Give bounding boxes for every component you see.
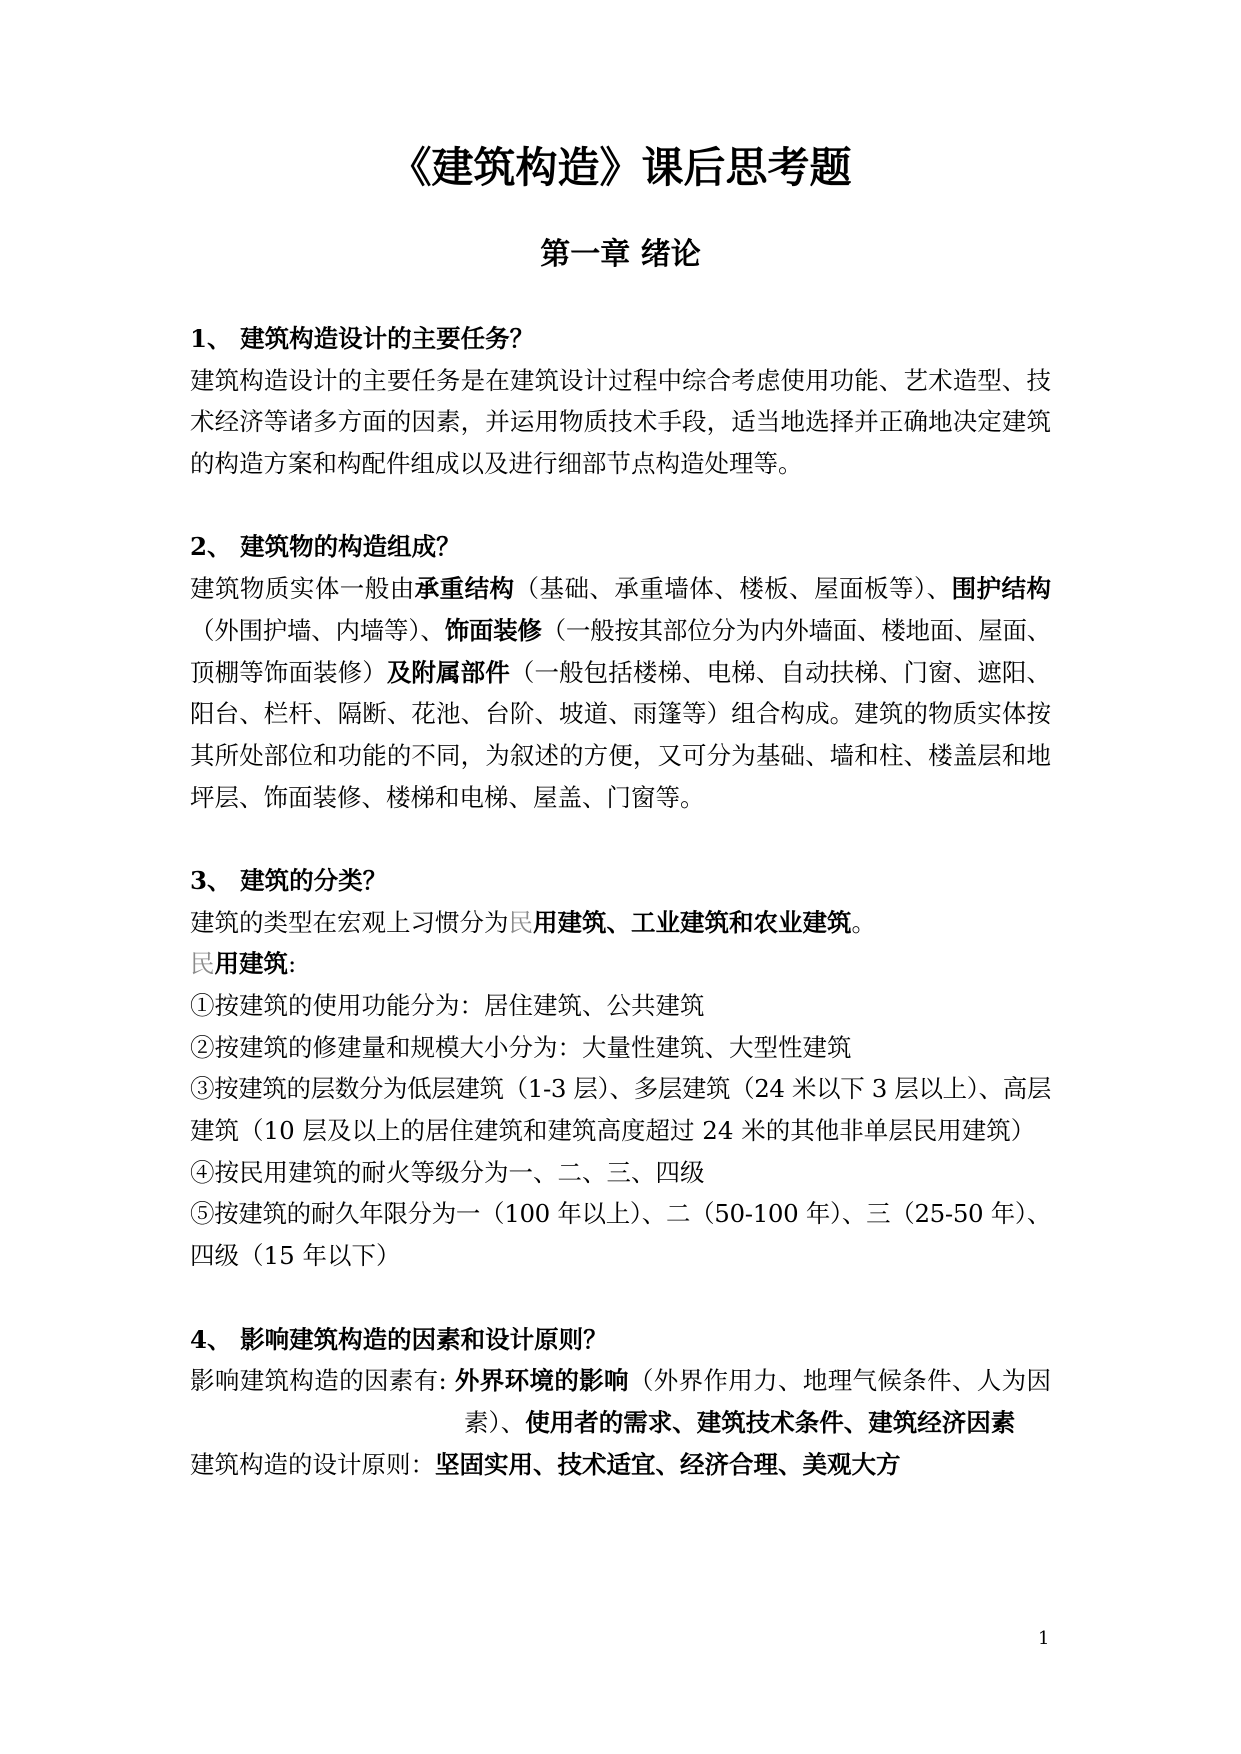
answer-text: 阳台、栏杆、隔断、花池、台阶、坡道、雨篷等）组合构成。建筑的物质实体按 (190, 699, 1051, 729)
classification-item (190, 1193, 1051, 1235)
document-title: 《建筑构造》课后思考题 (389, 143, 852, 192)
subheading-line (190, 943, 1051, 985)
answer-text: （一般包括楼梯、电梯、自动扶梯、门窗、遮阳、 (509, 657, 1051, 687)
chapter-heading: 第一章 绪论 (540, 237, 701, 272)
page-number: 1 (1038, 1628, 1050, 1649)
answer-text: 。 (851, 907, 876, 937)
question-3 (190, 860, 1051, 1277)
answer-line (190, 360, 1051, 402)
answer-text: ⑤按建筑的耐久年限分为一（100 年以上）、二（50-100 年）、三（25-50 年）、 (190, 1199, 1051, 1229)
classification-item (190, 985, 1051, 1027)
classification-item (190, 1068, 1051, 1110)
answer-text: ④按民用建筑的耐火等级分为一、二、三、四级 (190, 1157, 705, 1187)
classification-item (190, 1027, 1051, 1069)
answer-text: 建筑物质实体一般由 (190, 574, 415, 604)
answer-text: 影响建筑构造的因素有: (190, 1366, 455, 1396)
key-term: 饰面装修 (444, 615, 542, 645)
answer-text: 的构造方案和构配件组成以及进行细部节点构造处理等。 (190, 449, 803, 479)
answer-line (190, 693, 1051, 735)
answer-line (190, 777, 1051, 819)
classification-item-continued (190, 1235, 1051, 1277)
faded-character: 民 (190, 949, 215, 979)
answer-text: （外围护墙、内墙等）、 (190, 615, 445, 645)
answer-text: （基础、承重墙体、楼板、屋面板等）、 (514, 574, 952, 604)
question-2 (190, 526, 1051, 818)
key-term: 围护结构 (951, 574, 1051, 604)
question-heading: 1、 建筑构造设计的主要任务？ (190, 324, 535, 353)
answer-line (190, 568, 1051, 610)
answer-text: （一般按其部位分为内外墙面、楼地面、屋面、 (541, 615, 1051, 645)
question-heading: 3、 建筑的分类？ (190, 865, 388, 895)
answer-text: （外界作用力、地理气候条件、人为因 (628, 1366, 1051, 1396)
answer-line-continued (190, 1402, 1051, 1444)
answer-text: 建筑构造的设计原则： (190, 1449, 435, 1479)
key-term: 承重结构 (414, 574, 515, 604)
faded-character: 民 (508, 907, 533, 937)
answer-line (190, 652, 1051, 694)
answer-line (190, 1444, 1051, 1486)
key-term: 用建筑 (214, 949, 288, 979)
classification-item (190, 1152, 1051, 1194)
classification-item-continued (190, 1110, 1051, 1152)
answer-text: 建筑（10 层及以上的居住建筑和建筑高度超过 24 米的其他非单层民用建筑） (190, 1116, 1036, 1146)
answer-text: 四级（15 年以下） (190, 1241, 401, 1271)
question-1 (190, 318, 1051, 485)
answer-text: 建筑的类型在宏观上习惯分为 (190, 907, 509, 937)
key-term: 坚固实用、技术适宜、经济合理、美观大方 (435, 1449, 901, 1479)
answer-text: 其所处部位和功能的不同，为叙述的方便，又可分为基础、墙和柱、楼盖层和地 (190, 740, 1051, 770)
question-4 (190, 1319, 1051, 1486)
question-list (190, 318, 1051, 1485)
key-term: 使用者的需求、建筑技术条件、建筑经济因素 (525, 1407, 1016, 1437)
key-term: 用建筑、工业建筑和农业建筑 (533, 907, 852, 937)
answer-text: 建筑构造设计的主要任务是在建筑设计过程中综合考虑使用功能、艺术造型、技 (190, 365, 1051, 395)
answer-text: 坪层、饰面装修、楼梯和电梯、屋盖、门窗等。 (190, 782, 705, 812)
answer-text: : (288, 949, 297, 979)
answer-line (190, 735, 1051, 777)
answer-line (190, 401, 1051, 443)
answer-text: 顶棚等饰面装修） (190, 657, 387, 687)
question-heading: 2、 建筑物的构造组成？ (190, 532, 461, 562)
answer-text: ②按建筑的修建量和规模大小分为：大量性建筑、大型性建筑 (190, 1032, 852, 1062)
answer-line (190, 443, 1051, 485)
answer-text: 素）、 (464, 1407, 526, 1437)
question-heading: 4、 影响建筑构造的因素和设计原则？ (190, 1324, 608, 1354)
answer-line (190, 610, 1051, 652)
key-term: 及附属部件 (386, 657, 510, 687)
answer-text: 术经济等诸多方面的因素，并运用物质技术手段，适当地选择并正确地决定建筑 (190, 407, 1051, 437)
answer-text: ③按建筑的层数分为低层建筑（1-3 层）、多层建筑（24 米以下 3 层以上）、高层 (190, 1074, 1051, 1104)
answer-text: ①按建筑的使用功能分为：居住建筑、公共建筑 (190, 991, 705, 1020)
key-term: 外界环境的影响 (454, 1366, 629, 1396)
answer-line (190, 902, 1051, 944)
answer-line (190, 1360, 1051, 1402)
